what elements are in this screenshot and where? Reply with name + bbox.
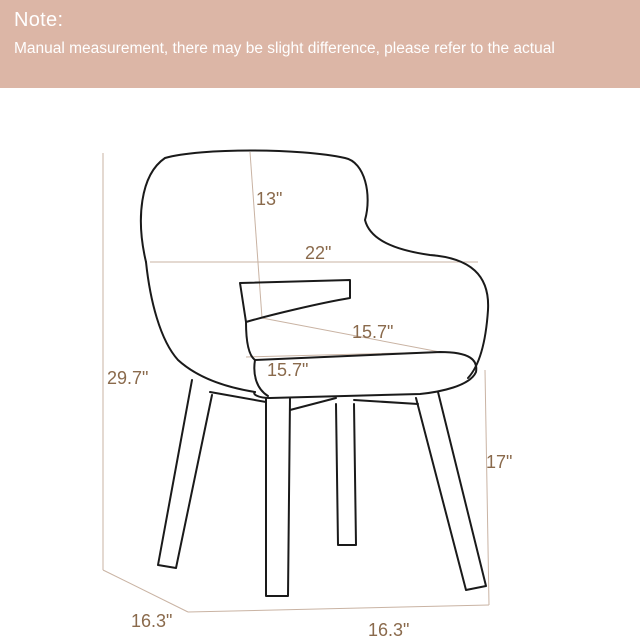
arm-cutout xyxy=(240,280,350,322)
label-backrest-height: 13" xyxy=(256,189,283,209)
label-seat-depth: 15.7" xyxy=(352,322,394,342)
dimension-lines xyxy=(103,152,489,612)
leg-front-right xyxy=(416,392,486,590)
seat-depth-line xyxy=(262,318,440,352)
leg-back-left xyxy=(158,380,212,568)
label-top-width: 22" xyxy=(305,243,332,263)
backrest-height-line xyxy=(250,152,262,318)
base-width-line xyxy=(188,605,489,612)
label-seat-width: 15.7" xyxy=(267,360,309,380)
leg-back-right xyxy=(336,404,356,545)
note-text: Manual measurement, there may be slight difference, please refer to the actual xyxy=(14,40,555,57)
chair-back xyxy=(141,151,488,379)
label-base-width: 16.3" xyxy=(368,620,410,640)
seat-height-line xyxy=(485,370,489,605)
label-base-depth: 16.3" xyxy=(131,611,173,631)
chair-left-arm xyxy=(146,262,255,392)
seat-front-edge xyxy=(254,360,268,396)
dimension-labels xyxy=(107,189,512,640)
base-depth-line xyxy=(103,570,188,612)
label-total-height: 29.7" xyxy=(107,368,149,388)
label-seat-height: 17" xyxy=(486,452,513,472)
note-title: Note: xyxy=(14,9,64,31)
leg-front-left xyxy=(266,398,290,596)
chair-outline xyxy=(141,151,488,597)
